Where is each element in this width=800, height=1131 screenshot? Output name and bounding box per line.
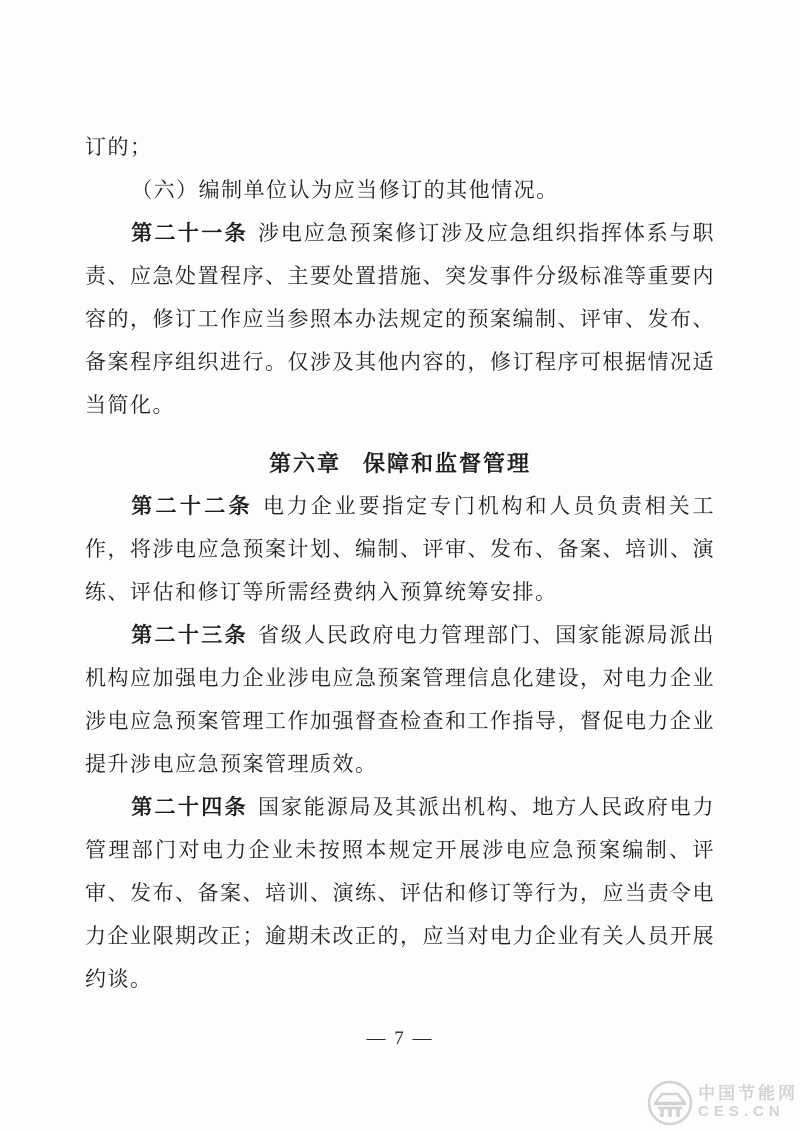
article-22-text: 电力企业要指定专门机构和人员负责相关工作，将涉电应急预案计划、编制、评审、发布、备案、培训、演练、评估和修订等所需经费纳入预算统筹安排。 — [85, 494, 716, 604]
watermark-site-domain: CES.CN — [698, 1103, 785, 1121]
document-content — [85, 126, 715, 1001]
article-21-paragraph — [85, 212, 715, 427]
paragraph-continuation: 订的； — [85, 135, 153, 159]
article-21-text: 涉电应急预案修订涉及应急组织指挥体系与职责、应急处置程序、主要处置措施、突发事件分级标准等重要内容的，修订工作应当参照本办法规定的预案编制、评审、发布、备案程序组织进行。仅涉及其他内容的，修订程序可根据情况适当简化。 — [85, 221, 716, 417]
chapter-heading — [85, 442, 715, 485]
chapter-title: 保障和监督管理 — [363, 451, 532, 476]
page-number: — 7 — — [366, 1028, 434, 1049]
article-23-text: 省级人民政府电力管理部门、国家能源局派出机构应加强电力企业涉电应急预案管理信息化建设，对电力企业涉电应急预案管理工作加强督查检查和工作指导，督促电力企业提升涉电应急预案管理质效。 — [85, 623, 716, 776]
article-24-label: 第二十四条 — [131, 796, 249, 819]
article-23-label: 第二十三条 — [131, 624, 249, 647]
article-24-text: 国家能源局及其派出机构、地方人民政府电力管理部门对电力企业未按照本规定开展涉电应急预案编制、评审、发布、备案、培训、演练、评估和修订等行为，应当责令电力企业限期改正；逾期未改正的，应当对电力企业有关人员开展约谈。 — [85, 795, 716, 991]
watermark-site-name: 中国节能网 — [698, 1084, 798, 1104]
watermark — [646, 1079, 798, 1127]
article-24-paragraph — [85, 786, 715, 1001]
ces-logo-icon — [646, 1079, 694, 1127]
chapter-number: 第六章 — [268, 451, 341, 476]
watermark-text — [698, 1085, 798, 1120]
article-22-paragraph — [85, 485, 715, 614]
article-23-paragraph — [85, 614, 715, 786]
article-22-label: 第二十二条 — [131, 495, 253, 518]
article-21-label: 第二十一条 — [131, 222, 249, 245]
list-item-six: （六）编制单位认为应当修订的其他情况。 — [131, 178, 559, 202]
